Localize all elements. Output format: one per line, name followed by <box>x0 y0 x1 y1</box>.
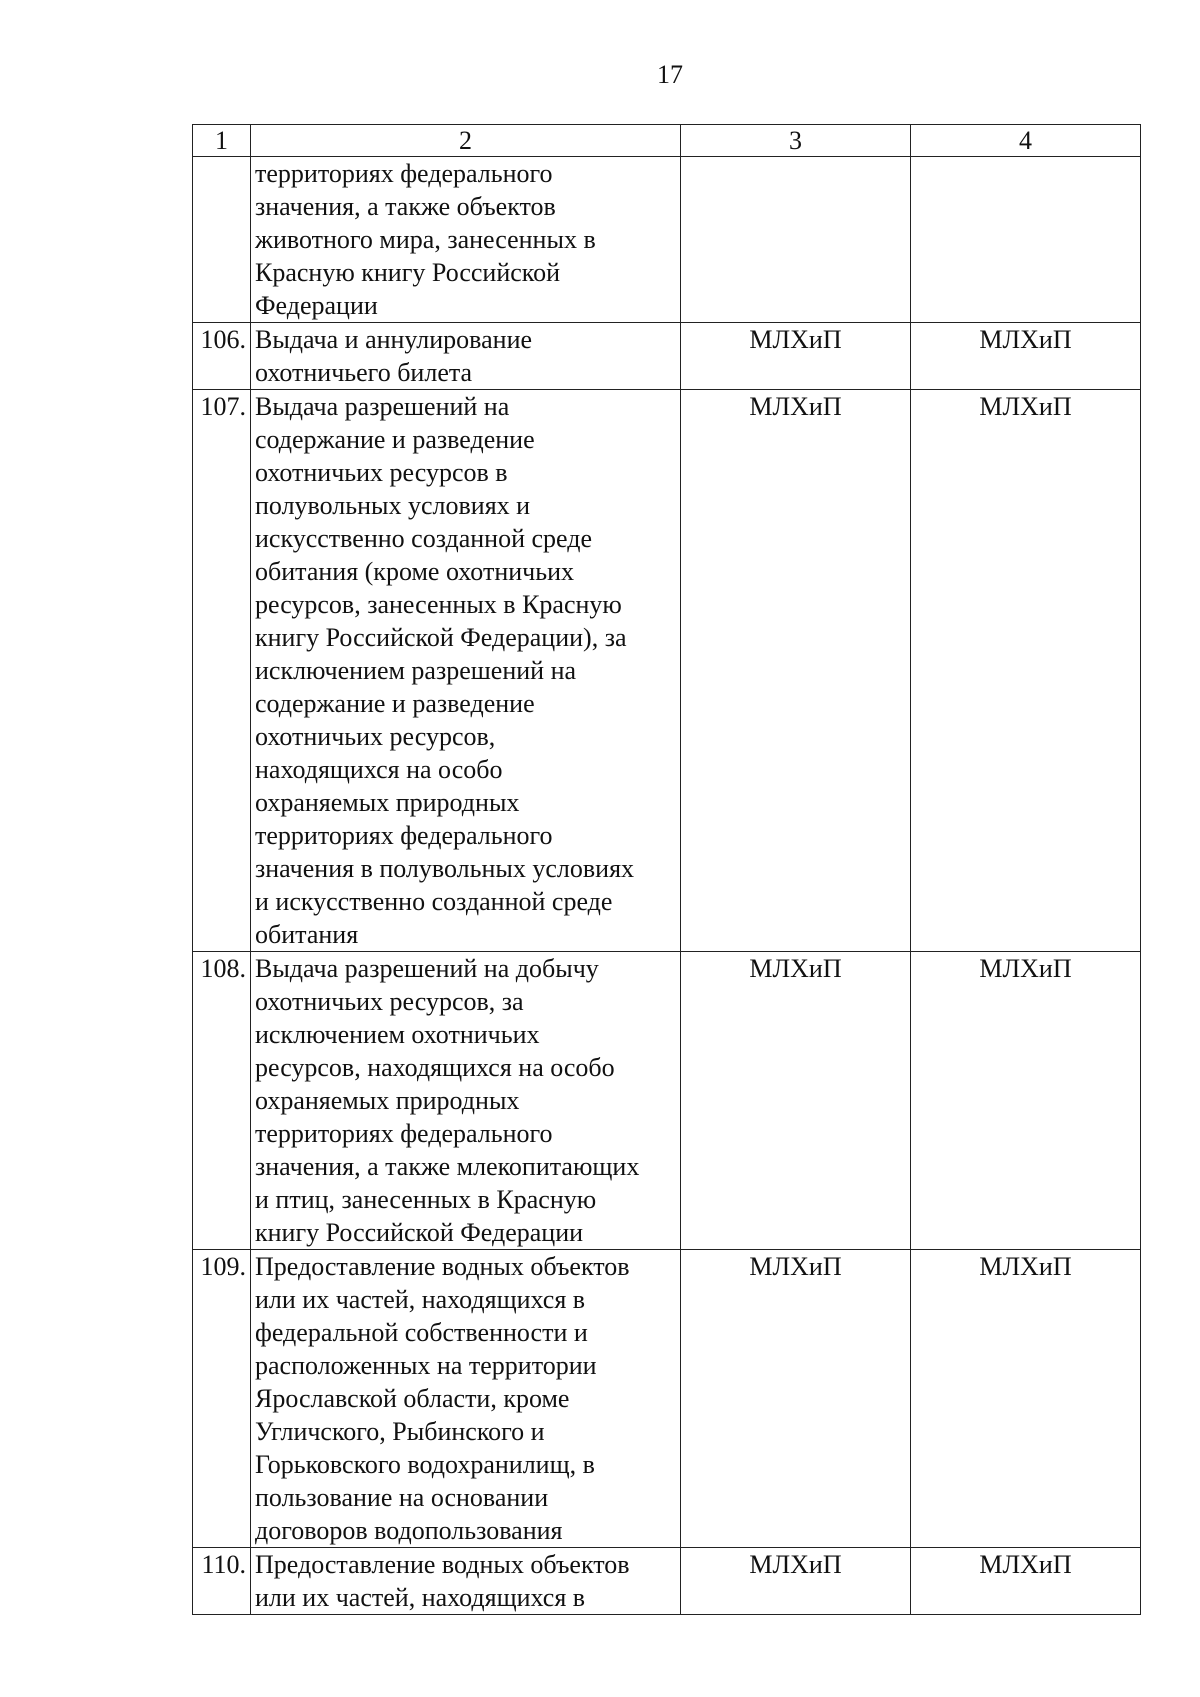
service-name-line: охраняемых природных <box>255 788 520 817</box>
service-name-line: охраняемых природных <box>255 1086 520 1115</box>
table-row <box>193 390 1141 952</box>
service-name-line: Выдача разрешений на <box>255 392 510 421</box>
table-body <box>193 157 1141 1615</box>
responsible-col-3: МЛХиП <box>681 952 911 1250</box>
responsible-col-4 <box>911 157 1141 323</box>
service-name-line: значения в полувольных условиях <box>255 854 635 883</box>
table-row <box>193 952 1141 1250</box>
page-number: 17 <box>657 60 683 89</box>
responsible-col-3: МЛХиП <box>681 1250 911 1548</box>
service-name-line: ресурсов, занесенных в Красную <box>255 590 622 619</box>
service-name-line: охотничьего билета <box>255 358 473 387</box>
service-name-line: ресурсов, находящихся на особо <box>255 1053 615 1082</box>
service-name-line: Федерации <box>255 291 378 320</box>
service-name-line: искусственно созданной среде <box>255 524 593 553</box>
service-name-line: находящихся на особо <box>255 755 503 784</box>
service-name <box>251 157 681 323</box>
service-name-line: охотничьих ресурсов, за <box>255 987 524 1016</box>
service-name-line: содержание и разведение <box>255 425 535 454</box>
row-number: 110. <box>193 1548 251 1615</box>
service-name-line: Красную книгу Российской <box>255 258 561 287</box>
service-name-line: территориях федерального <box>255 1119 553 1148</box>
row-number: 109. <box>193 1250 251 1548</box>
service-name-line: книгу Российской Федерации <box>255 1218 584 1247</box>
service-name-line: значения, а также объектов <box>255 192 556 221</box>
service-name-line: Ярославской области, кроме <box>255 1384 570 1413</box>
row-number <box>193 157 251 323</box>
column-header-3: 3 <box>681 125 911 157</box>
row-number: 106. <box>193 323 251 390</box>
service-name-line: Предоставление водных объектов <box>255 1550 630 1579</box>
service-name-line: обитания (кроме охотничьих <box>255 557 574 586</box>
service-name <box>251 952 681 1250</box>
service-name-line: содержание и разведение <box>255 689 535 718</box>
service-name <box>251 323 681 390</box>
service-name-line: Выдача и аннулирование <box>255 325 533 354</box>
services-table <box>192 124 1141 1615</box>
service-name-line: обитания <box>255 920 359 949</box>
service-name-line: книгу Российской Федерации), за <box>255 623 627 652</box>
row-number: 108. <box>193 952 251 1250</box>
service-name-line: значения, а также млекопитающих <box>255 1152 640 1181</box>
service-name-line: животного мира, занесенных в <box>255 225 596 254</box>
column-header-4: 4 <box>911 125 1141 157</box>
service-name-line: Горьковского водохранилищ, в <box>255 1450 595 1479</box>
service-name-line: территориях федерального <box>255 821 553 850</box>
responsible-col-3 <box>681 157 911 323</box>
service-name-line: охотничьих ресурсов в <box>255 458 508 487</box>
responsible-col-3: МЛХиП <box>681 323 911 390</box>
responsible-col-3: МЛХиП <box>681 390 911 952</box>
service-name-line: или их частей, находящихся в <box>255 1583 586 1612</box>
table-row <box>193 1548 1141 1615</box>
responsible-col-4: МЛХиП <box>911 952 1141 1250</box>
table-header-row <box>193 125 1141 157</box>
row-number: 107. <box>193 390 251 952</box>
responsible-col-4: МЛХиП <box>911 390 1141 952</box>
service-name-line: и искусственно созданной среде <box>255 887 613 916</box>
responsible-col-3: МЛХиП <box>681 1548 911 1615</box>
column-header-2: 2 <box>251 125 681 157</box>
service-name-line: федеральной собственности и <box>255 1318 588 1347</box>
table-row <box>193 1250 1141 1548</box>
service-name-line: Выдача разрешений на добычу <box>255 954 599 983</box>
responsible-col-4: МЛХиП <box>911 1250 1141 1548</box>
table-row <box>193 323 1141 390</box>
service-name-line: или их частей, находящихся в <box>255 1285 586 1314</box>
service-name-line: полувольных условиях и <box>255 491 531 520</box>
service-name-line: договоров водопользования <box>255 1516 563 1545</box>
service-name-line: охотничьих ресурсов, <box>255 722 496 751</box>
table-row-continuation <box>193 157 1141 323</box>
column-header-1: 1 <box>193 125 251 157</box>
responsible-col-4: МЛХиП <box>911 323 1141 390</box>
service-name-line: расположенных на территории <box>255 1351 597 1380</box>
service-name-line: и птиц, занесенных в Красную <box>255 1185 597 1214</box>
service-name-line: пользование на основании <box>255 1483 549 1512</box>
service-name <box>251 1548 681 1615</box>
responsible-col-4: МЛХиП <box>911 1548 1141 1615</box>
service-name-line: Угличского, Рыбинского и <box>255 1417 545 1446</box>
service-name <box>251 390 681 952</box>
service-name <box>251 1250 681 1548</box>
service-name-line: исключением разрешений на <box>255 656 577 685</box>
service-name-line: территориях федерального <box>255 159 553 188</box>
service-name-line: Предоставление водных объектов <box>255 1252 630 1281</box>
service-name-line: исключением охотничьих <box>255 1020 540 1049</box>
